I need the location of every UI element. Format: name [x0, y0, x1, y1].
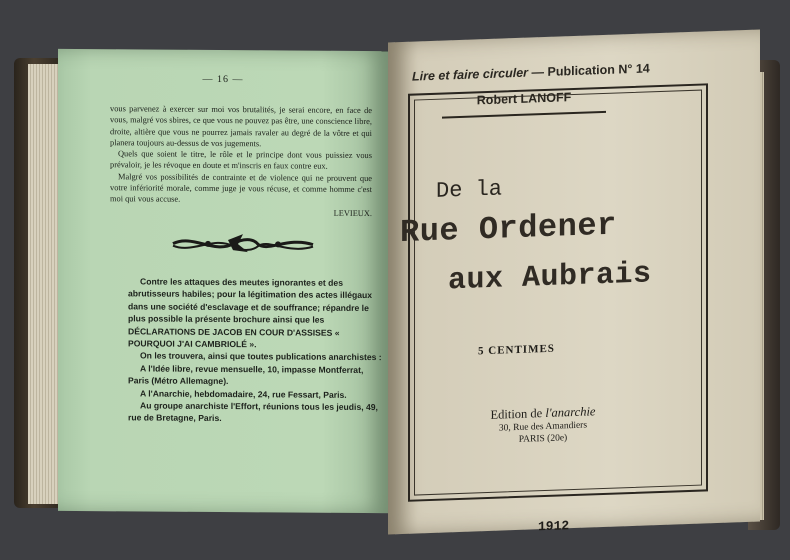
quote-block	[110, 103, 372, 219]
title-line-3: aux Aubrais	[448, 257, 652, 299]
address-line-2: PARIS (20e)	[518, 433, 568, 445]
right-page	[388, 30, 760, 535]
edition-prefix: Edition de	[490, 406, 543, 422]
header-prefix: Lire et faire circuler	[412, 65, 529, 84]
left-page	[58, 49, 388, 513]
page-number: — 16 —	[202, 73, 244, 86]
title-line-2: Rue Ordener	[400, 206, 617, 252]
notice-paragraph: Au groupe anarchiste l'Effort, réunions tous les jeudis, 49, rue de Bretagne, Paris.	[128, 400, 378, 424]
publication-year: 1912	[538, 518, 570, 535]
notice-paragraph: DÉCLARATIONS DE JACOB EN COUR D'ASSISES « POURQUOI J'AI CAMBRIOLÉ ».	[128, 325, 340, 350]
quote-paragraph: Malgré vos possibilités de contrainte et de violence qui ne prouvent que votre infériorité morale, comme juge je vous récuse, et comme homme c'est moi qui vous accuse.	[110, 172, 372, 205]
header-suffix: — Publication N° 14	[531, 61, 650, 80]
author-name: Robert LANOFF	[476, 90, 572, 108]
notice-paragraph: Contre les attaques des meutes ignorantes et des abrutisseurs habiles; pour la légitimation des actes illégaux dans une société d'esclavage et de souffrance; répandre le plus possible la présente brochure ainsi que les	[128, 276, 373, 325]
page-edges-left	[28, 64, 58, 504]
edition-name: l'anarchie	[545, 404, 596, 421]
price: 5 CENTIMES	[478, 342, 555, 358]
address-line-1: 30, Rue des Amandiers	[498, 420, 588, 434]
notice-block	[128, 275, 384, 426]
series-header	[412, 58, 742, 84]
ornament-icon	[168, 232, 318, 257]
notice-paragraph: A l'Idée libre, revue mensuelle, 10, impasse Montferrat, Paris (Métro Allemagne).	[128, 363, 364, 387]
quote-signature: LEVIEUX.	[333, 208, 372, 218]
title-line-1: De la	[436, 176, 503, 204]
notice-paragraph: On les trouvera, ainsi que toutes publications anarchistes :	[140, 350, 382, 363]
edition-block	[448, 402, 638, 449]
quote-paragraph: vous parvenez à exercer sur moi vos brutalités, je serai encore, en face de vous, malgré vos sbires, ce que vous ne pouvez pas être, une conscience libre, droite, altière que vous ne pourrez jamais ravaler au degré de la vôtre et qui planera toujours au-dessus de vos jugements.	[110, 104, 372, 149]
quote-paragraph: Quels que soient le titre, le rôle et le principe dont vous puissiez vous prévaloir, je les révoque en doute et m'inscris en faux contre eux.	[110, 149, 372, 172]
notice-paragraph: A l'Anarchie, hebdomadaire, 24, rue Fessart, Paris.	[140, 388, 347, 400]
